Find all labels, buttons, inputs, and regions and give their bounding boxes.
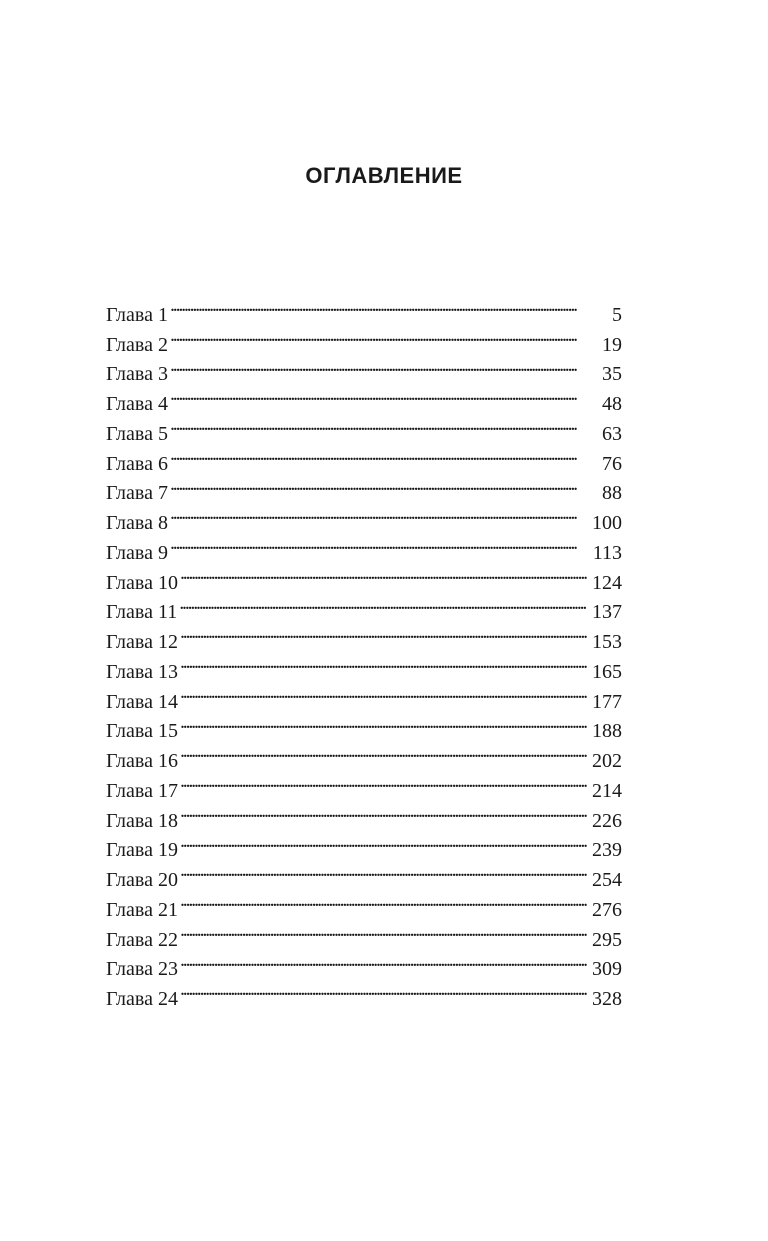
toc-entry-label: Глава 17	[106, 779, 178, 802]
toc-entry-page: 202	[592, 750, 622, 772]
toc-entry-label: Глава 22	[106, 928, 178, 951]
toc-entry-page: 177	[592, 690, 622, 713]
toc-entry-label: Глава 16	[106, 750, 178, 772]
toc-entry-page: 19	[602, 333, 622, 356]
toc-entry-page: 113	[592, 541, 622, 564]
toc-entry-page: 100	[592, 512, 622, 534]
toc-entry[interactable]	[106, 737, 622, 772]
toc-entry-page: 88	[602, 482, 622, 505]
dot-leader	[180, 618, 591, 648]
toc-entry-page: 328	[592, 988, 622, 1010]
toc-entry[interactable]	[106, 559, 622, 594]
dot-leader	[170, 499, 591, 529]
toc-entry-label: Глава 6	[106, 452, 168, 475]
toc-entry-page: 165	[592, 660, 622, 683]
toc-entry[interactable]	[106, 975, 622, 1010]
toc-entry-label: Глава 11	[106, 601, 178, 624]
toc-entry[interactable]	[106, 797, 622, 832]
toc-entry[interactable]	[106, 291, 622, 326]
table-of-contents	[106, 291, 622, 1010]
page-title: ОГЛАВЛЕНИЕ	[305, 163, 463, 188]
toc-entry-label: Глава 5	[106, 422, 168, 445]
toc-entry-page: 5	[612, 303, 622, 326]
toc-entry-label: Глава 18	[106, 809, 178, 832]
toc-entry[interactable]	[106, 618, 622, 653]
toc-entry[interactable]	[106, 470, 622, 505]
dot-leader	[179, 589, 591, 619]
toc-entry-page: 63	[602, 422, 622, 445]
dot-leader	[180, 946, 591, 976]
dot-leader	[180, 975, 591, 1005]
toc-entry-label: Глава 14	[106, 690, 178, 713]
toc-entry-page: 214	[592, 779, 622, 802]
dot-leader	[170, 291, 611, 321]
toc-entry-label: Глава 3	[106, 363, 168, 386]
toc-entry-page: 295	[592, 928, 622, 951]
toc-entry-label: Глава 9	[106, 541, 168, 564]
toc-entry-page: 137	[592, 601, 622, 624]
toc-entry[interactable]	[106, 499, 622, 534]
dot-leader	[180, 797, 591, 827]
toc-entry-page: 76	[602, 452, 622, 475]
toc-entry[interactable]	[106, 767, 622, 802]
dot-leader	[170, 380, 601, 410]
toc-entry[interactable]	[106, 856, 622, 891]
dot-leader	[180, 916, 591, 946]
toc-entry-page: 48	[602, 393, 622, 415]
dot-leader	[170, 440, 601, 470]
dot-leader	[180, 648, 591, 678]
dot-leader	[180, 886, 591, 916]
toc-entry-label: Глава 19	[106, 839, 178, 862]
toc-entry-label: Глава 2	[106, 333, 168, 356]
toc-entry-label: Глава 13	[106, 660, 178, 683]
toc-entry-label: Глава 4	[106, 393, 168, 415]
toc-entry-page: 309	[592, 958, 622, 981]
toc-entry-page: 35	[602, 363, 622, 386]
toc-entry-page: 153	[592, 631, 622, 653]
toc-entry[interactable]	[106, 589, 622, 624]
toc-entry[interactable]	[106, 440, 622, 475]
toc-entry[interactable]	[106, 351, 622, 386]
dot-leader	[170, 529, 592, 559]
toc-entry-label: Глава 20	[106, 869, 178, 891]
toc-entry-label: Глава 15	[106, 720, 178, 743]
toc-entry-page: 226	[592, 809, 622, 832]
toc-entry[interactable]	[106, 380, 622, 415]
toc-entry[interactable]	[106, 827, 622, 862]
toc-entry-page: 188	[592, 720, 622, 743]
dot-leader	[180, 856, 591, 886]
toc-entry[interactable]	[106, 886, 622, 921]
toc-entry-label: Глава 12	[106, 631, 178, 653]
toc-entry-page: 276	[592, 898, 622, 921]
dot-leader	[180, 678, 591, 708]
toc-entry[interactable]	[106, 529, 622, 564]
toc-entry-label: Глава 23	[106, 958, 178, 981]
toc-entry[interactable]	[106, 708, 622, 743]
toc-entry[interactable]	[106, 678, 622, 713]
toc-entry[interactable]	[106, 946, 622, 981]
dot-leader	[170, 321, 601, 351]
toc-entry-page: 239	[592, 839, 622, 862]
toc-entry-page: 254	[592, 869, 622, 891]
toc-entry-label: Глава 24	[106, 988, 178, 1010]
toc-entry[interactable]	[106, 916, 622, 951]
dot-leader	[180, 708, 591, 738]
toc-entry-page: 124	[592, 571, 622, 594]
dot-leader	[180, 737, 591, 767]
toc-entry[interactable]	[106, 648, 622, 683]
dot-leader	[180, 767, 591, 797]
dot-leader	[170, 410, 601, 440]
toc-entry-label: Глава 8	[106, 512, 168, 534]
dot-leader	[180, 827, 591, 857]
toc-entry[interactable]	[106, 321, 622, 356]
dot-leader	[170, 351, 601, 381]
toc-entry-label: Глава 10	[106, 571, 178, 594]
dot-leader	[180, 559, 591, 589]
toc-entry-label: Глава 7	[106, 482, 168, 505]
toc-entry-label: Глава 1	[106, 303, 168, 326]
toc-entry[interactable]	[106, 410, 622, 445]
dot-leader	[170, 470, 601, 500]
toc-entry-label: Глава 21	[106, 898, 178, 921]
